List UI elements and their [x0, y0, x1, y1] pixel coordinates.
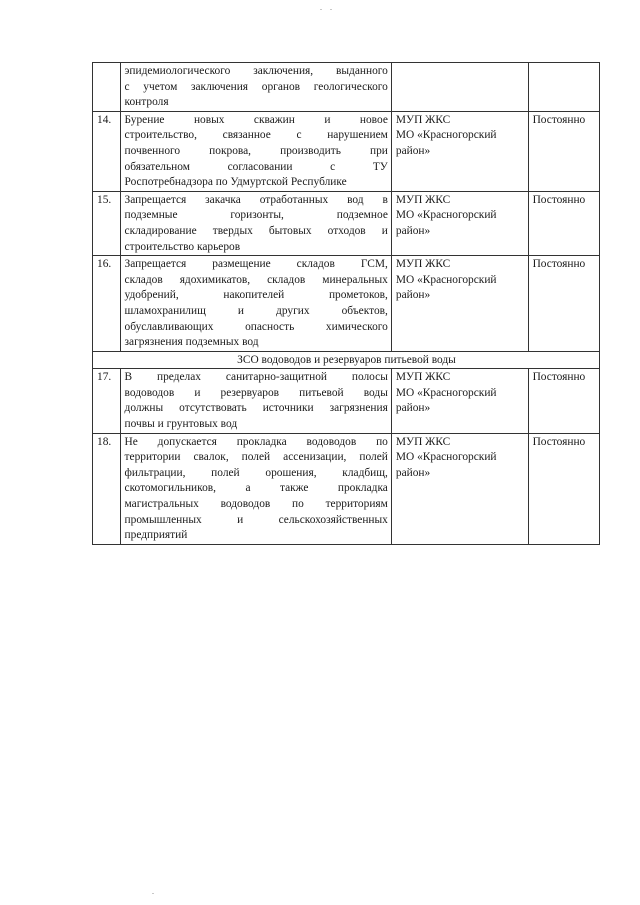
table-row	[93, 256, 600, 352]
responsible-line: район»	[395, 466, 431, 479]
table-row	[93, 433, 600, 544]
text-line: эпидемиологического заключения, выданного	[124, 65, 388, 77]
term-cell: Постоянно	[528, 369, 599, 433]
term-cell	[528, 63, 599, 112]
text-line: складов ядохимикатов, складов минеральных	[124, 273, 388, 286]
table-row	[93, 369, 600, 433]
row-number: 17.	[93, 369, 121, 433]
responsible-line: МО «Красногорский	[395, 451, 497, 464]
text-line: скотомогильников, а также прокладка	[124, 482, 388, 495]
row-number: 15.	[93, 191, 121, 255]
responsible-line: район»	[395, 224, 431, 237]
measures-table	[92, 62, 600, 545]
text-line: Не допускается прокладка водоводов по	[124, 435, 388, 448]
responsible-cell	[391, 63, 528, 112]
text-line: складирование твердых бытовых отходов и	[124, 224, 388, 237]
responsible-cell	[391, 433, 528, 544]
responsible-cell	[391, 256, 528, 352]
text-line: Запрещается закачка отработанных вод в	[124, 193, 388, 206]
responsible-line: район»	[395, 144, 431, 157]
measure-text	[120, 433, 391, 544]
row-number: 16.	[93, 256, 121, 352]
measure-text	[120, 256, 391, 352]
text-line: Роспотребнадзора по Удмуртской Республике	[124, 176, 347, 189]
text-line: строительство, связанное с нарушением	[124, 129, 388, 142]
row-number: 14.	[93, 111, 121, 191]
responsible-line: МУП ЖКС	[395, 258, 451, 271]
text-line: водоводов и резервуаров питьевой воды	[124, 386, 388, 399]
text-line: Бурение новых скважин и новое	[124, 113, 388, 126]
responsible-line: МУП ЖКС	[395, 435, 451, 448]
responsible-line: МО «Красногорский	[395, 386, 497, 399]
text-line: обязательном согласовании с ТУ	[124, 160, 388, 173]
text-line: промышленных и сельскохозяйственных	[124, 513, 388, 526]
responsible-line: район»	[395, 402, 431, 415]
text-line: почвенного покрова, производить при	[124, 144, 388, 157]
text-line: удобрений, накопителей прометоков,	[124, 289, 388, 302]
responsible-cell	[391, 369, 528, 433]
row-number: 18.	[93, 433, 121, 544]
responsible-line: МУП ЖКС	[395, 193, 451, 206]
section-heading: ЗСО водоводов и резервуаров питьевой воды	[93, 351, 600, 369]
text-line: обуславливающих опасность химического	[124, 320, 388, 333]
responsible-line: МУП ЖКС	[395, 113, 451, 126]
responsible-line: район»	[395, 289, 431, 302]
row-number	[93, 63, 121, 112]
text-line: с учетом заключения органов геологического	[124, 80, 388, 93]
measure-text	[120, 191, 391, 255]
text-line: фильтрации, полей орошения, кладбищ,	[124, 466, 388, 479]
responsible-line: МУП ЖКС	[395, 371, 451, 384]
responsible-line: МО «Красногорский	[395, 129, 497, 142]
responsible-line: МО «Красногорский	[395, 209, 497, 222]
text-line: загрязнения подземных вод	[124, 336, 259, 349]
text-line: территории свалок, полей ассенизации, полей	[124, 451, 388, 464]
text-line: контроля	[124, 96, 169, 109]
responsible-cell	[391, 191, 528, 255]
term-cell: Постоянно	[528, 191, 599, 255]
text-line: шламохранилищ и других объектов,	[124, 304, 388, 317]
measure-text	[120, 63, 391, 112]
text-line: предприятий	[124, 529, 188, 542]
term-cell: Постоянно	[528, 111, 599, 191]
term-cell: Постоянно	[528, 433, 599, 544]
text-line: должны отсутствовать источники загрязнения	[124, 402, 388, 415]
text-line: Запрещается размещение складов ГСМ,	[124, 258, 388, 271]
scan-speck	[330, 9, 332, 10]
text-line: строительство карьеров	[124, 240, 241, 253]
table-row	[93, 63, 600, 112]
table-row	[93, 111, 600, 191]
responsible-line: МО «Красногорский	[395, 273, 497, 286]
measure-text	[120, 369, 391, 433]
scan-speck	[152, 893, 154, 894]
scan-speck	[320, 9, 322, 10]
text-line: подземные горизонты, подземное	[124, 209, 388, 222]
term-cell: Постоянно	[528, 256, 599, 352]
responsible-cell	[391, 111, 528, 191]
measure-text	[120, 111, 391, 191]
text-line: магистральных водоводов по территориям	[124, 498, 388, 511]
text-line: почвы и грунтовых вод	[124, 418, 238, 431]
section-heading-row	[93, 351, 600, 369]
table-row	[93, 191, 600, 255]
text-line: В пределах санитарно-защитной полосы	[124, 371, 388, 384]
